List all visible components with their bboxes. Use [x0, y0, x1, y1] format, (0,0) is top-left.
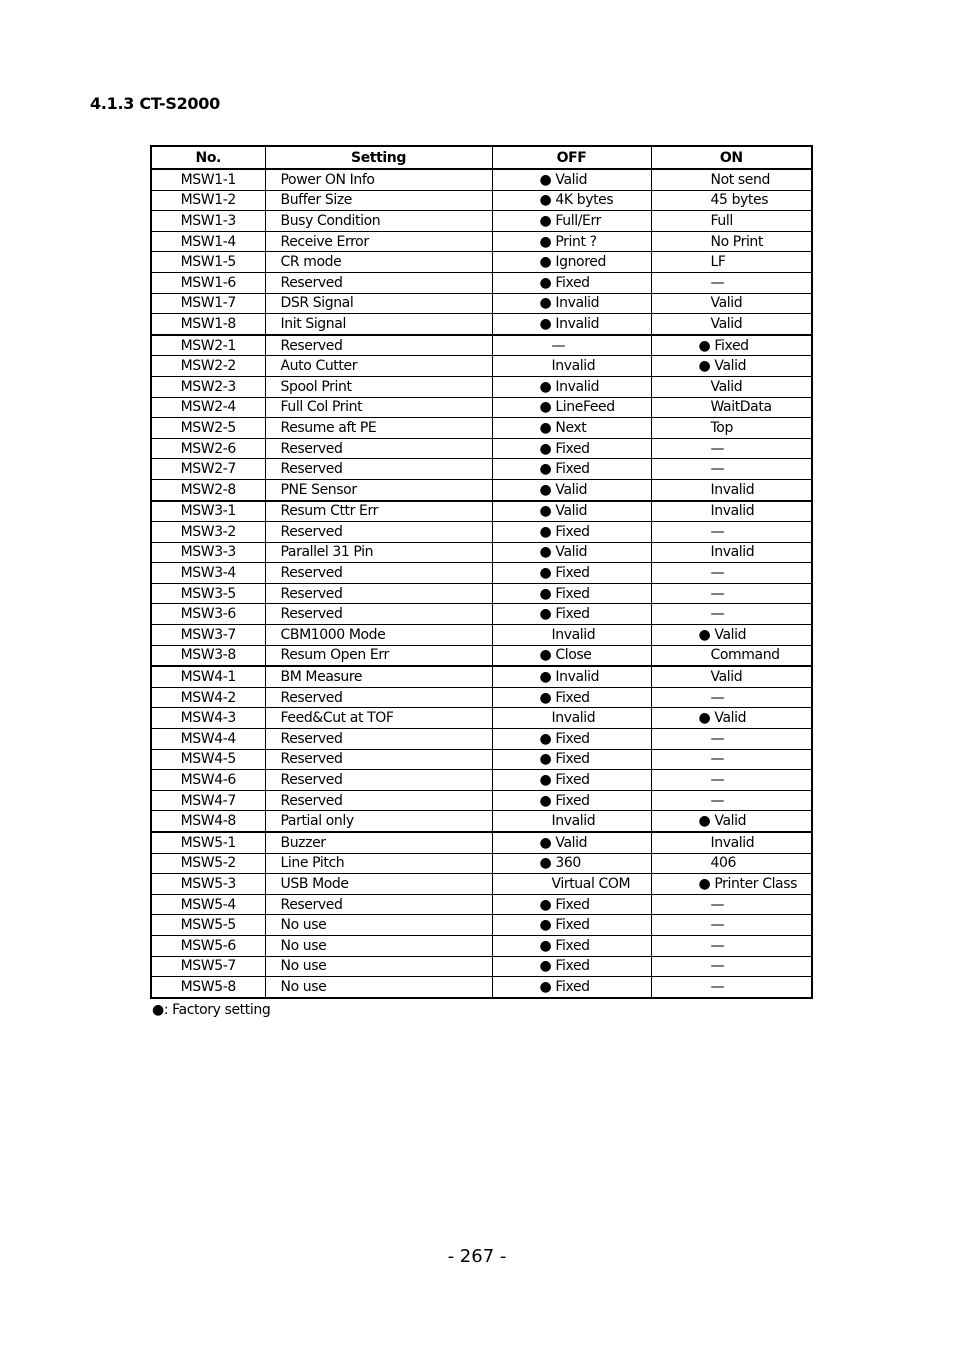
- cell-on: ● Valid: [651, 356, 812, 377]
- table-row: [151, 231, 812, 252]
- cell-on: —: [651, 687, 812, 708]
- cell-setting: Reserved: [265, 522, 492, 543]
- cell-on: Valid: [651, 314, 812, 335]
- table-row: [151, 708, 812, 729]
- cell-on: Invalid: [651, 832, 812, 853]
- cell-no: MSW3-8: [151, 645, 265, 666]
- cell-no: MSW1-6: [151, 272, 265, 293]
- cell-on: Full: [651, 211, 812, 232]
- cell-off: ● Fixed: [492, 770, 651, 791]
- cell-off: Invalid: [492, 811, 651, 832]
- table-row: [151, 542, 812, 563]
- cell-off: ● Fixed: [492, 522, 651, 543]
- cell-off: ● Fixed: [492, 915, 651, 936]
- cell-no: MSW1-7: [151, 293, 265, 314]
- table-row: [151, 314, 812, 335]
- cell-on: LF: [651, 252, 812, 273]
- cell-on: —: [651, 915, 812, 936]
- cell-on: —: [651, 563, 812, 584]
- cell-off: ● Fixed: [492, 459, 651, 480]
- cell-off: ● 360: [492, 853, 651, 874]
- cell-no: MSW3-1: [151, 501, 265, 522]
- cell-no: MSW5-1: [151, 832, 265, 853]
- cell-setting: PNE Sensor: [265, 479, 492, 500]
- header-setting: Setting: [265, 146, 492, 169]
- cell-setting: Reserved: [265, 583, 492, 604]
- table-row: [151, 790, 812, 811]
- table-row: [151, 418, 812, 439]
- cell-no: MSW4-5: [151, 749, 265, 770]
- table-row: [151, 604, 812, 625]
- cell-no: MSW5-7: [151, 956, 265, 977]
- cell-off: ● Fixed: [492, 583, 651, 604]
- cell-on: —: [651, 935, 812, 956]
- cell-off: ● Valid: [492, 542, 651, 563]
- table-row: [151, 770, 812, 791]
- cell-setting: Reserved: [265, 604, 492, 625]
- cell-setting: Buffer Size: [265, 190, 492, 211]
- cell-on: —: [651, 956, 812, 977]
- cell-off: Virtual COM: [492, 874, 651, 895]
- cell-setting: Resume aft PE: [265, 418, 492, 439]
- cell-on: Not send: [651, 169, 812, 190]
- table-header: [151, 146, 812, 169]
- cell-setting: Reserved: [265, 563, 492, 584]
- cell-setting: No use: [265, 956, 492, 977]
- cell-no: MSW3-2: [151, 522, 265, 543]
- table-row: [151, 729, 812, 750]
- cell-no: MSW4-3: [151, 708, 265, 729]
- cell-on: ● Printer Class: [651, 874, 812, 895]
- cell-setting: Buzzer: [265, 832, 492, 853]
- cell-setting: Reserved: [265, 272, 492, 293]
- cell-no: MSW2-5: [151, 418, 265, 439]
- table-row: [151, 645, 812, 666]
- table-row: [151, 874, 812, 895]
- cell-on: ● Fixed: [651, 335, 812, 356]
- cell-off: ● Fixed: [492, 604, 651, 625]
- cell-off: ● Invalid: [492, 376, 651, 397]
- cell-setting: BM Measure: [265, 666, 492, 687]
- factory-setting-note: ●: Factory setting: [152, 1002, 271, 1018]
- cell-on: Invalid: [651, 501, 812, 522]
- cell-off: ● Fixed: [492, 438, 651, 459]
- cell-no: MSW3-7: [151, 625, 265, 646]
- cell-no: MSW3-6: [151, 604, 265, 625]
- cell-on: Command: [651, 645, 812, 666]
- cell-setting: Feed&Cut at TOF: [265, 708, 492, 729]
- table-row: [151, 293, 812, 314]
- cell-no: MSW5-4: [151, 894, 265, 915]
- cell-setting: Reserved: [265, 687, 492, 708]
- cell-setting: Resum Cttr Err: [265, 501, 492, 522]
- cell-setting: Receive Error: [265, 231, 492, 252]
- cell-on: —: [651, 459, 812, 480]
- cell-off: ● Fixed: [492, 790, 651, 811]
- cell-no: MSW4-2: [151, 687, 265, 708]
- cell-off: ● Fixed: [492, 749, 651, 770]
- table-row: [151, 666, 812, 687]
- table-row: [151, 211, 812, 232]
- header-off: OFF: [492, 146, 651, 169]
- table-row: [151, 687, 812, 708]
- cell-on: —: [651, 894, 812, 915]
- cell-no: MSW2-8: [151, 479, 265, 500]
- header-on: ON: [651, 146, 812, 169]
- table-row: [151, 563, 812, 584]
- cell-on: —: [651, 790, 812, 811]
- cell-off: ● Fixed: [492, 894, 651, 915]
- cell-no: MSW2-6: [151, 438, 265, 459]
- cell-on: Valid: [651, 376, 812, 397]
- cell-on: ● Valid: [651, 708, 812, 729]
- table-row: [151, 169, 812, 190]
- table-row: [151, 190, 812, 211]
- cell-on: —: [651, 522, 812, 543]
- cell-on: Top: [651, 418, 812, 439]
- cell-on: —: [651, 604, 812, 625]
- cell-setting: CR mode: [265, 252, 492, 273]
- cell-no: MSW3-5: [151, 583, 265, 604]
- cell-no: MSW4-1: [151, 666, 265, 687]
- cell-setting: Reserved: [265, 894, 492, 915]
- cell-no: MSW2-3: [151, 376, 265, 397]
- cell-on: —: [651, 272, 812, 293]
- cell-no: MSW1-2: [151, 190, 265, 211]
- cell-on: No Print: [651, 231, 812, 252]
- cell-no: MSW1-1: [151, 169, 265, 190]
- cell-off: ● Full/Err: [492, 211, 651, 232]
- table-row: [151, 356, 812, 377]
- cell-no: MSW5-5: [151, 915, 265, 936]
- table-row: [151, 501, 812, 522]
- table-row: [151, 376, 812, 397]
- cell-setting: No use: [265, 915, 492, 936]
- cell-on: ● Valid: [651, 625, 812, 646]
- cell-no: MSW2-2: [151, 356, 265, 377]
- cell-off: ● Valid: [492, 169, 651, 190]
- cell-off: ● LineFeed: [492, 397, 651, 418]
- cell-setting: USB Mode: [265, 874, 492, 895]
- cell-off: ● Fixed: [492, 935, 651, 956]
- cell-on: Valid: [651, 293, 812, 314]
- cell-setting: CBM1000 Mode: [265, 625, 492, 646]
- table-row: [151, 977, 812, 998]
- cell-on: ● Valid: [651, 811, 812, 832]
- table-header-row: [151, 146, 812, 169]
- cell-no: MSW1-5: [151, 252, 265, 273]
- cell-on: Invalid: [651, 542, 812, 563]
- cell-no: MSW2-7: [151, 459, 265, 480]
- table-row: [151, 459, 812, 480]
- cell-setting: Reserved: [265, 729, 492, 750]
- cell-on: —: [651, 583, 812, 604]
- cell-off: Invalid: [492, 625, 651, 646]
- cell-on: 45 bytes: [651, 190, 812, 211]
- cell-no: MSW2-1: [151, 335, 265, 356]
- cell-setting: Reserved: [265, 335, 492, 356]
- table-row: [151, 811, 812, 832]
- cell-setting: Resum Open Err: [265, 645, 492, 666]
- cell-off: ● Invalid: [492, 293, 651, 314]
- cell-off: ● Valid: [492, 501, 651, 522]
- table-row: [151, 522, 812, 543]
- cell-no: MSW1-4: [151, 231, 265, 252]
- cell-setting: Line Pitch: [265, 853, 492, 874]
- cell-setting: Reserved: [265, 790, 492, 811]
- cell-off: ● Fixed: [492, 272, 651, 293]
- section-title: 4.1.3 CT-S2000: [90, 94, 220, 113]
- table-row: [151, 935, 812, 956]
- cell-no: MSW5-2: [151, 853, 265, 874]
- cell-setting: Full Col Print: [265, 397, 492, 418]
- cell-on: Invalid: [651, 479, 812, 500]
- cell-no: MSW5-3: [151, 874, 265, 895]
- table-row: [151, 479, 812, 500]
- cell-off: ● Fixed: [492, 729, 651, 750]
- table-row: [151, 335, 812, 356]
- table-row: [151, 915, 812, 936]
- cell-no: MSW4-7: [151, 790, 265, 811]
- cell-off: ● Fixed: [492, 977, 651, 998]
- cell-on: 406: [651, 853, 812, 874]
- table-row: [151, 272, 812, 293]
- cell-setting: Power ON Info: [265, 169, 492, 190]
- cell-on: —: [651, 977, 812, 998]
- cell-off: ● Invalid: [492, 666, 651, 687]
- cell-setting: Busy Condition: [265, 211, 492, 232]
- cell-off: ● Fixed: [492, 956, 651, 977]
- cell-setting: Reserved: [265, 459, 492, 480]
- cell-off: ● Fixed: [492, 687, 651, 708]
- table-row: [151, 894, 812, 915]
- cell-setting: Parallel 31 Pin: [265, 542, 492, 563]
- cell-off: ● 4K bytes: [492, 190, 651, 211]
- table-row: [151, 625, 812, 646]
- cell-off: —: [492, 335, 651, 356]
- cell-off: ● Fixed: [492, 563, 651, 584]
- table-row: [151, 397, 812, 418]
- cell-on: WaitData: [651, 397, 812, 418]
- table-row: [151, 956, 812, 977]
- cell-no: MSW5-6: [151, 935, 265, 956]
- cell-no: MSW3-4: [151, 563, 265, 584]
- cell-off: Invalid: [492, 708, 651, 729]
- cell-setting: DSR Signal: [265, 293, 492, 314]
- cell-off: ● Next: [492, 418, 651, 439]
- table-row: [151, 749, 812, 770]
- cell-no: MSW1-3: [151, 211, 265, 232]
- cell-off: ● Valid: [492, 479, 651, 500]
- cell-no: MSW4-4: [151, 729, 265, 750]
- cell-no: MSW1-8: [151, 314, 265, 335]
- memory-switch-table: [150, 145, 813, 999]
- cell-on: —: [651, 770, 812, 791]
- cell-setting: No use: [265, 935, 492, 956]
- cell-off: ● Ignored: [492, 252, 651, 273]
- table-row: [151, 853, 812, 874]
- cell-off: ● Close: [492, 645, 651, 666]
- cell-setting: Reserved: [265, 770, 492, 791]
- table-row: [151, 583, 812, 604]
- cell-on: —: [651, 729, 812, 750]
- page-number: - 267 -: [447, 1246, 507, 1267]
- cell-no: MSW4-6: [151, 770, 265, 791]
- cell-off: ● Valid: [492, 832, 651, 853]
- cell-no: MSW4-8: [151, 811, 265, 832]
- cell-no: MSW3-3: [151, 542, 265, 563]
- header-no: No.: [151, 146, 265, 169]
- cell-no: MSW5-8: [151, 977, 265, 998]
- cell-setting: Spool Print: [265, 376, 492, 397]
- cell-off: ● Print ?: [492, 231, 651, 252]
- cell-setting: Partial only: [265, 811, 492, 832]
- cell-setting: Auto Cutter: [265, 356, 492, 377]
- cell-setting: No use: [265, 977, 492, 998]
- cell-on: Valid: [651, 666, 812, 687]
- cell-off: ● Invalid: [492, 314, 651, 335]
- cell-setting: Init Signal: [265, 314, 492, 335]
- cell-setting: Reserved: [265, 749, 492, 770]
- cell-on: —: [651, 749, 812, 770]
- cell-on: —: [651, 438, 812, 459]
- cell-setting: Reserved: [265, 438, 492, 459]
- table-row: [151, 832, 812, 853]
- table-row: [151, 252, 812, 273]
- table-body: [151, 169, 812, 998]
- cell-off: Invalid: [492, 356, 651, 377]
- cell-no: MSW2-4: [151, 397, 265, 418]
- table-row: [151, 438, 812, 459]
